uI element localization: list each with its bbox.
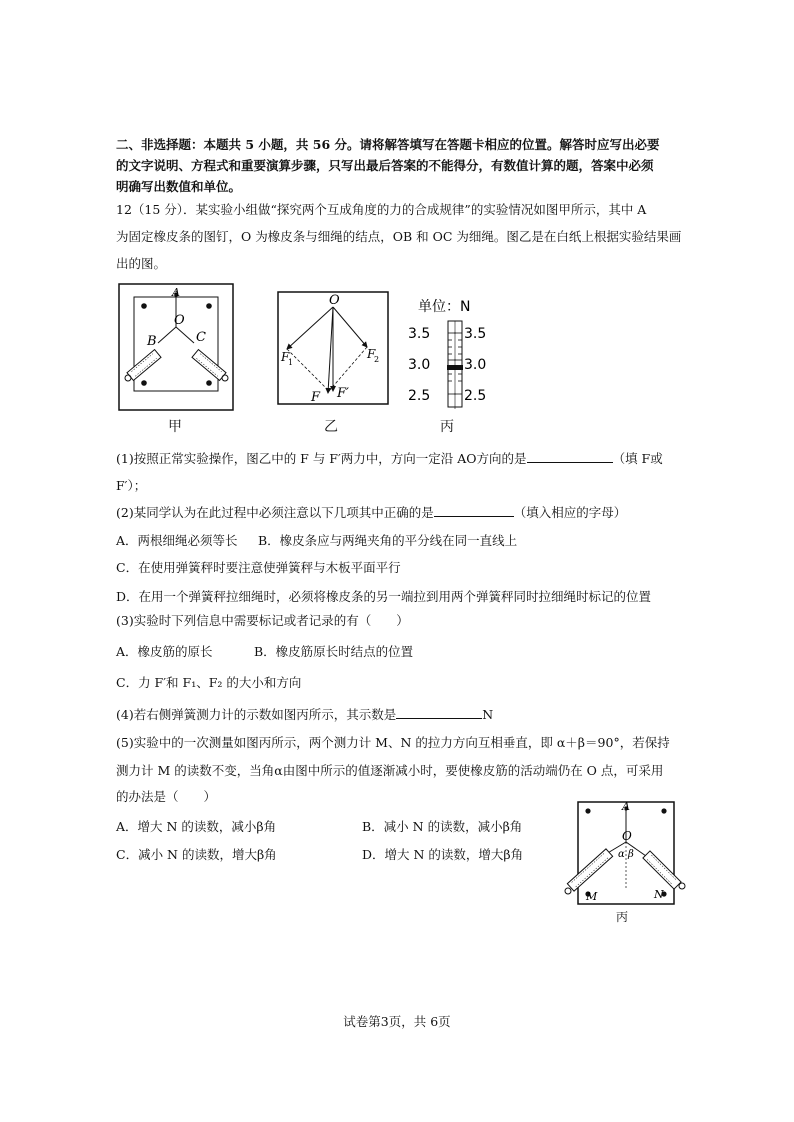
q12-part5-option-C: C．减小 N 的读数，增大β角 [116, 847, 277, 862]
q12-part5-option-B: B．减小 N 的读数，减小β角 [362, 819, 523, 834]
yi-label-F2-sub: 2 [374, 355, 380, 364]
q12-part3-option-B: B．橡皮筋原长时结点的位置 [254, 644, 414, 659]
q12-part1-cont: F′）； [116, 478, 147, 493]
section-heading-line2: 的文字说明、方程式和重要演算步骤，只写出最后答案的不能得分，有数值计算的题，答案中必须 [116, 158, 654, 173]
q12-part2 [116, 504, 626, 521]
q12-intro-line1: 12（15 分）．某实验小组做“探究两个互成角度的力的合成规律”的实验情况如图甲所示，其中 A [116, 202, 647, 217]
q12-part3-option-C: C．力 F′和 F₁、F₂ 的大小和方向 [116, 675, 302, 690]
figure-yi-caption: 乙 [324, 419, 338, 435]
q12-part2-blank[interactable] [434, 504, 514, 517]
yi-label-O: O [329, 293, 340, 308]
page-footer: 试卷第3页，共 6页 [343, 1014, 451, 1029]
q12-part4-text: (4)若右侧弹簧测力计的示数如图丙所示，其示数是 [116, 707, 397, 722]
scale-tick-25-right: 2.5 [464, 388, 487, 404]
jia-label-O: O [174, 313, 185, 328]
scale-tick-30-left: 3.0 [408, 357, 431, 373]
scale-tick-35-right: 3.5 [464, 326, 487, 342]
figure-jia [118, 283, 234, 411]
q12-part5-option-A: A．增大 N 的读数，减小β角 [116, 819, 277, 834]
scale-tick-35-left: 3.5 [408, 326, 431, 342]
q12-part1-text: (1)按照正常实验操作，图乙中的 F 与 F′两力中，方向一定沿 AO方向的是 [116, 451, 527, 466]
bing2-label-A: A [622, 800, 630, 813]
jia-label-A: A [172, 286, 180, 299]
q12-part2-tail: （填入相应的字母） [513, 505, 627, 520]
figure-yi [277, 291, 389, 405]
figure-bing-caption: 丙 [440, 419, 454, 435]
yi-label-F1-sub: 1 [288, 358, 294, 367]
scale-tick-30-right: 3.0 [464, 357, 487, 373]
figure-bing-scale [404, 293, 500, 411]
scale-unit: 单位：N [418, 299, 471, 315]
bing2-label-alpha: α [618, 849, 625, 860]
yi-label-F1: F [281, 350, 290, 364]
yi-label-F2: F [367, 347, 376, 361]
q12-intro-line3: 出的图。 [116, 256, 167, 271]
jia-label-B: B [147, 334, 157, 349]
yi-label-F: F [311, 390, 321, 405]
q12-part2-text: (2)某同学认为在此过程中必须注意以下几项其中正确的是 [116, 505, 434, 520]
figure-bing-apparatus [562, 798, 692, 910]
figure-jia-caption: 甲 [168, 419, 182, 435]
scale-tick-25-left: 2.5 [408, 388, 431, 404]
q12-part3-option-A: A．橡皮筋的原长 [116, 644, 213, 659]
q12-part2-option-C: C．在使用弹簧秤时要注意使弹簧秤与木板平面平行 [116, 560, 401, 575]
q12-part2-option-A: A．两根细绳必须等长 [116, 533, 238, 548]
jia-label-C: C [196, 330, 206, 345]
figure-bing2-caption: 丙 [616, 910, 629, 924]
q12-part1 [116, 450, 663, 467]
q12-part2-option-B: B．橡皮条应与两绳夹角的平分线在同一直线上 [258, 533, 518, 548]
q12-part5-line1: (5)实验中的一次测量如图丙所示，两个测力计 M、N 的拉力方向互相垂直，即 α＋β＝90°，若保持 [116, 735, 670, 750]
q12-part4-unit: N [482, 707, 494, 722]
bing2-label-N: N [654, 888, 664, 901]
q12-part4 [116, 706, 493, 723]
q12-part3: (3)实验时下列信息中需要标记或者记录的有（ ） [116, 613, 409, 628]
q12-part1-blank[interactable] [527, 450, 613, 463]
yi-label-Fprime: F′ [337, 386, 349, 401]
q12-part5-line3: 的办法是（ ） [116, 789, 217, 804]
bing2-label-M: M [586, 890, 598, 903]
q12-part4-blank[interactable] [396, 706, 482, 719]
q12-part5-option-D: D．增大 N 的读数，增大β角 [362, 847, 524, 862]
q12-part2-option-D: D．在用一个弹簧秤拉细绳时，必须将橡皮条的另一端拉到用两个弹簧秤同时拉细绳时标记的位置 [116, 589, 652, 604]
q12-intro-line2: 为固定橡皮条的图钉，O 为橡皮条与细绳的结点，OB 和 OC 为细绳。图乙是在白纸上根据实验结果画 [116, 229, 682, 244]
section-heading-line3: 明确写出数值和单位。 [116, 179, 242, 194]
bing2-label-O: O [622, 829, 632, 843]
q12-part5-line2: 测力计 M 的读数不变，当角α由图中所示的值逐渐减小时，要使橡皮筋的活动端仍在 O 点，可采用 [116, 763, 664, 778]
q12-part1-tail: （填 F或 [612, 451, 663, 466]
bing2-label-beta: β [628, 849, 634, 860]
section-heading-line1: 二、非选择题：本题共 5 小题，共 56 分。请将解答填写在答题卡相应的位置。解答时应写出必要 [116, 137, 660, 152]
